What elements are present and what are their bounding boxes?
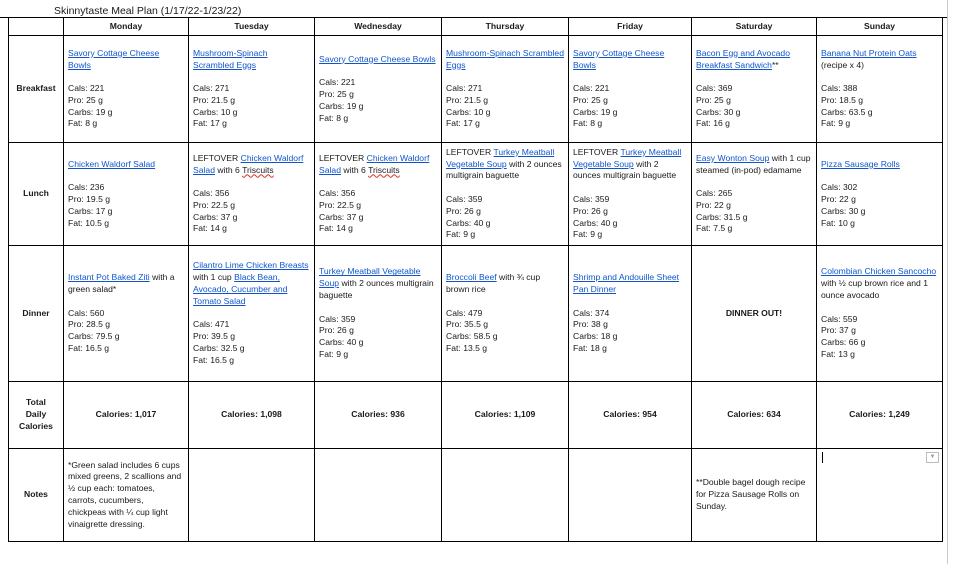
recipe-link[interactable]: Turkey Meatball Vegetable Soup bbox=[319, 266, 421, 289]
meal-side-text: with 1 cup bbox=[193, 272, 235, 283]
protein-line: Pro: 19.5 g bbox=[68, 194, 111, 204]
notes-cell-sunday[interactable] bbox=[817, 449, 943, 542]
fat-line: Fat: 16.5 g bbox=[193, 354, 235, 365]
protein-line: Pro: 26 g bbox=[319, 325, 354, 336]
recipe-link[interactable]: Savory Cottage Cheese Bowls bbox=[319, 53, 436, 64]
notes-cell-saturday[interactable]: **Double bagel dough recipe for Pizza Sausage Rolls on Sunday. bbox=[692, 449, 817, 542]
breakfast-cell-thursday[interactable] bbox=[442, 36, 569, 143]
leftover-prefix: LEFTOVER bbox=[573, 146, 621, 157]
calories-line: Cals: 359 bbox=[446, 194, 483, 204]
row-label-line: Calories bbox=[19, 420, 53, 431]
day-header-saturday[interactable]: Saturday bbox=[692, 18, 817, 36]
row-label-notes[interactable]: Notes bbox=[9, 449, 64, 542]
carbs-line: Carbs: 30 g bbox=[821, 205, 866, 216]
meal-title bbox=[319, 54, 437, 66]
protein-line: Pro: 26 g bbox=[446, 205, 481, 216]
fat-line: Fat: 9 g bbox=[319, 348, 349, 359]
calories-line: Cals: 271 bbox=[193, 83, 230, 94]
fat-line: Fat: 7.5 g bbox=[696, 223, 733, 234]
meal-title bbox=[319, 266, 437, 301]
protein-line: Pro: 22 g bbox=[821, 194, 856, 204]
carbs-line: Carbs: 40 g bbox=[319, 337, 364, 348]
breakfast-cell-tuesday[interactable] bbox=[189, 36, 315, 143]
fat-line: Fat: 13 g bbox=[821, 348, 855, 359]
calories-line: Cals: 265 bbox=[696, 188, 733, 199]
meal-side-text: with ¾ cup brown rice bbox=[446, 272, 541, 294]
lunch-cell-sunday[interactable] bbox=[817, 143, 943, 246]
calories-line: Cals: 236 bbox=[68, 182, 105, 193]
total-cell-saturday[interactable]: Calories: 634 bbox=[692, 382, 817, 449]
carbs-line: Carbs: 37 g bbox=[319, 211, 364, 222]
recipe-link[interactable]: Colombian Chicken Sancocho bbox=[821, 266, 937, 277]
carbs-line: Carbs: 40 g bbox=[446, 217, 491, 228]
meal-title bbox=[193, 48, 310, 72]
recipe-link[interactable]: Chicken Waldorf Salad bbox=[319, 152, 430, 175]
calories-line: Cals: 356 bbox=[319, 188, 356, 199]
protein-line: Pro: 26 g bbox=[573, 205, 608, 216]
calories-line: Cals: 471 bbox=[193, 319, 230, 330]
recipe-link[interactable]: Pizza Sausage Rolls bbox=[821, 158, 900, 169]
meal-note-marker: ** bbox=[771, 59, 779, 70]
leftover-prefix: LEFTOVER bbox=[193, 152, 241, 163]
carbs-line: Carbs: 10 g bbox=[193, 106, 238, 117]
recipe-link[interactable]: Shrimp and Andouille Sheet Pan Dinner bbox=[573, 272, 680, 294]
protein-line: Pro: 25 g bbox=[68, 94, 103, 105]
recipe-link[interactable]: Mushroom-Spinach Scrambled Eggs bbox=[193, 47, 268, 70]
calories-line: Cals: 374 bbox=[573, 307, 610, 318]
calories-line: Cals: 359 bbox=[319, 313, 356, 324]
carbs-line: Carbs: 58.5 g bbox=[446, 331, 498, 342]
meal-side-text: with 6 bbox=[214, 164, 243, 175]
breakfast-row bbox=[9, 36, 943, 143]
meal-side-text: with 2 ounces multigrain baguette bbox=[573, 158, 677, 181]
calories-line: Cals: 271 bbox=[446, 83, 483, 94]
recipe-link[interactable]: Banana Nut Protein Oats bbox=[821, 47, 917, 58]
lunch-cell-thursday[interactable] bbox=[442, 143, 569, 246]
row-label-total-daily-calories[interactable] bbox=[9, 382, 64, 449]
breakfast-cell-monday[interactable] bbox=[64, 36, 189, 143]
recipe-link[interactable]: Chicken Waldorf Salad bbox=[193, 152, 304, 175]
side-recipe-link[interactable]: Black Bean, Avocado, Cucumber and Tomato Salad bbox=[193, 272, 288, 306]
notes-cell-thursday[interactable] bbox=[442, 449, 569, 542]
meal-side-text: with 2 ounces multigrain baguette bbox=[319, 278, 434, 300]
text-cursor bbox=[822, 452, 823, 463]
recipe-link[interactable]: Chicken Waldorf Salad bbox=[68, 158, 156, 169]
breakfast-cell-friday[interactable] bbox=[569, 36, 692, 143]
dinner-cell-saturday[interactable]: DINNER OUT! bbox=[692, 246, 817, 382]
recipe-link[interactable]: Savory Cottage Cheese Bowls bbox=[68, 47, 160, 70]
protein-line: Pro: 25 g bbox=[696, 94, 731, 105]
protein-line: Pro: 25 g bbox=[319, 89, 354, 99]
meal-title bbox=[446, 272, 564, 296]
carbs-line: Carbs: 63.5 g bbox=[821, 106, 873, 117]
meal-side-text: with ½ cup brown rice and 1 ounce avocado bbox=[821, 278, 929, 300]
notes-cell-monday[interactable]: *Green salad includes 6 cups mixed greens, 2 scallions and ½ cup each: tomatoes, carrots, cucumbers, chickpeas with ¼ cup light vinaigrette dressing. bbox=[64, 449, 189, 542]
recipe-link[interactable]: Mushroom-Spinach Scrambled Eggs bbox=[446, 47, 564, 70]
meal-plan-table bbox=[8, 17, 943, 542]
fat-line: Fat: 18 g bbox=[573, 342, 607, 353]
meal-title bbox=[446, 48, 564, 72]
fat-line: Fat: 8 g bbox=[68, 118, 98, 129]
total-cell-thursday[interactable]: Calories: 1,109 bbox=[442, 382, 569, 449]
meal-side-text: with 2 ounces multigrain baguette bbox=[446, 158, 562, 181]
row-label-breakfast[interactable]: Breakfast bbox=[9, 36, 64, 143]
lunch-cell-monday[interactable] bbox=[64, 143, 189, 246]
fat-line: Fat: 9 g bbox=[821, 118, 851, 129]
day-header-tuesday[interactable]: Tuesday bbox=[189, 18, 315, 36]
meal-title bbox=[696, 48, 812, 72]
carbs-line: Carbs: 30 g bbox=[696, 106, 741, 117]
total-cell-monday[interactable]: Calories: 1,017 bbox=[64, 382, 189, 449]
carbs-line: Carbs: 37 g bbox=[193, 211, 238, 222]
recipe-link[interactable]: Turkey Meatball Vegetable Soup bbox=[446, 146, 555, 169]
misspelled-word: Triscuits bbox=[242, 164, 274, 175]
notes-cell-wednesday[interactable] bbox=[315, 449, 442, 542]
recipe-link[interactable]: Broccoli Beef bbox=[446, 272, 497, 283]
total-cell-sunday[interactable]: Calories: 1,249 bbox=[817, 382, 943, 449]
dinner-cell-wednesday[interactable] bbox=[315, 246, 442, 382]
protein-line: Pro: 22.5 g bbox=[319, 199, 362, 210]
fat-line: Fat: 17 g bbox=[193, 118, 227, 129]
protein-line: Pro: 22 g bbox=[696, 199, 731, 210]
total-cell-wednesday[interactable]: Calories: 936 bbox=[315, 382, 442, 449]
fat-line: Fat: 16.5 g bbox=[68, 342, 110, 353]
leftover-prefix: LEFTOVER bbox=[446, 146, 494, 157]
total-cell-tuesday[interactable]: Calories: 1,098 bbox=[189, 382, 315, 449]
total-cell-friday[interactable]: Calories: 954 bbox=[569, 382, 692, 449]
carbs-line: Carbs: 10 g bbox=[446, 106, 491, 117]
calories-line: Cals: 356 bbox=[193, 188, 230, 199]
notes-cell-friday[interactable] bbox=[569, 449, 692, 542]
carbs-line: Carbs: 32.5 g bbox=[193, 342, 245, 353]
lunch-cell-friday[interactable] bbox=[569, 143, 692, 246]
protein-line: Pro: 18.5 g bbox=[821, 94, 864, 105]
fat-line: Fat: 8 g bbox=[573, 118, 603, 129]
dinner-cell-monday[interactable] bbox=[64, 246, 189, 382]
misspelled-word: Triscuits bbox=[368, 164, 400, 175]
fat-line: Fat: 9 g bbox=[573, 229, 603, 240]
meal-title bbox=[573, 272, 687, 296]
fat-line: Fat: 13.5 g bbox=[446, 342, 488, 353]
dinner-cell-thursday[interactable] bbox=[442, 246, 569, 382]
row-label-line: Daily bbox=[25, 409, 47, 420]
recipe-link[interactable]: Bacon Egg and Avocado Breakfast Sandwich bbox=[696, 47, 790, 70]
recipe-link[interactable]: Turkey Meatball Vegetable Soup bbox=[573, 146, 682, 169]
meal-title bbox=[821, 266, 938, 301]
calories-line: Cals: 302 bbox=[821, 182, 858, 193]
dinner-cell-tuesday[interactable] bbox=[189, 246, 315, 382]
protein-line: Pro: 37 g bbox=[821, 325, 856, 336]
meal-title bbox=[696, 153, 812, 177]
calories-line: Cals: 221 bbox=[68, 83, 105, 94]
protein-line: Pro: 28.5 g bbox=[68, 319, 111, 330]
breakfast-cell-sunday[interactable] bbox=[817, 36, 943, 143]
meal-title bbox=[446, 147, 564, 182]
carbs-line: Carbs: 40 g bbox=[573, 217, 618, 228]
recipe-link[interactable]: Instant Pot Baked Ziti bbox=[68, 272, 150, 283]
recipe-link[interactable]: Savory Cottage Cheese Bowls bbox=[573, 47, 665, 70]
header-corner-cell[interactable] bbox=[9, 18, 64, 36]
day-header-thursday[interactable]: Thursday bbox=[442, 18, 569, 36]
protein-line: Pro: 38 g bbox=[573, 319, 608, 330]
calories-line: Cals: 369 bbox=[696, 83, 733, 94]
protein-line: Pro: 22.5 g bbox=[193, 199, 236, 210]
fat-line: Fat: 10.5 g bbox=[68, 217, 110, 228]
dinner-row bbox=[9, 246, 943, 382]
fat-line: Fat: 9 g bbox=[446, 229, 476, 240]
calories-line: Cals: 221 bbox=[573, 83, 610, 94]
breakfast-cell-wednesday[interactable] bbox=[315, 36, 442, 143]
recipe-link[interactable]: Cilantro Lime Chicken Breasts bbox=[193, 260, 309, 271]
row-label-lunch[interactable]: Lunch bbox=[9, 143, 64, 246]
header-row bbox=[9, 18, 943, 36]
fat-line: Fat: 10 g bbox=[821, 217, 855, 228]
meal-title bbox=[68, 48, 184, 72]
carbs-line: Carbs: 66 g bbox=[821, 337, 866, 348]
document-title[interactable]: Skinnytaste Meal Plan (1/17/22-1/23/22) bbox=[54, 5, 242, 17]
carbs-line: Carbs: 19 g bbox=[319, 100, 364, 111]
carbs-line: Carbs: 19 g bbox=[573, 106, 618, 117]
fat-line: Fat: 16 g bbox=[696, 118, 730, 129]
row-label-line: Total bbox=[26, 397, 46, 408]
lunch-cell-saturday[interactable] bbox=[692, 143, 817, 246]
carbs-line: Carbs: 18 g bbox=[573, 331, 618, 342]
meal-title bbox=[821, 159, 938, 171]
carbs-line: Carbs: 17 g bbox=[68, 205, 113, 216]
leftover-prefix: LEFTOVER bbox=[319, 152, 367, 163]
day-header-friday[interactable]: Friday bbox=[569, 18, 692, 36]
meal-title bbox=[68, 159, 184, 171]
protein-line: Pro: 21.5 g bbox=[193, 94, 236, 105]
lunch-row bbox=[9, 143, 943, 246]
calories-line: Cals: 559 bbox=[821, 313, 858, 324]
fat-line: Fat: 14 g bbox=[193, 223, 227, 234]
protein-line: Pro: 25 g bbox=[573, 94, 608, 105]
meal-title bbox=[573, 147, 687, 182]
calories-line: Cals: 560 bbox=[68, 307, 105, 318]
meal-title bbox=[68, 272, 184, 296]
notes-cell-tuesday[interactable] bbox=[189, 449, 315, 542]
meal-side-text: with 6 bbox=[340, 164, 369, 175]
calories-line: Cals: 479 bbox=[446, 307, 483, 318]
lunch-cell-tuesday[interactable] bbox=[189, 143, 315, 246]
page-edge bbox=[947, 0, 948, 564]
dinner-cell-friday[interactable] bbox=[569, 246, 692, 382]
row-label-dinner[interactable]: Dinner bbox=[9, 246, 64, 382]
meal-title bbox=[573, 48, 687, 72]
fat-line: Fat: 14 g bbox=[319, 223, 353, 234]
meal-title bbox=[821, 48, 938, 60]
calories-line: Cals: 359 bbox=[573, 194, 610, 204]
cell-dropdown-button[interactable]: ▼ bbox=[926, 452, 939, 463]
day-header-sunday[interactable]: Sunday bbox=[817, 18, 943, 36]
calories-line: Cals: 388 bbox=[821, 83, 858, 94]
fat-line: Fat: 17 g bbox=[446, 118, 480, 129]
lunch-cell-wednesday[interactable] bbox=[315, 143, 442, 246]
day-header-monday[interactable]: Monday bbox=[64, 18, 189, 36]
protein-line: Pro: 35.5 g bbox=[446, 319, 489, 330]
meal-side-text: with 1 cup steamed (in-pod) edamame bbox=[696, 152, 811, 175]
meal-title bbox=[319, 153, 437, 177]
dinner-cell-sunday[interactable] bbox=[817, 246, 943, 382]
recipe-link[interactable]: Easy Wonton Soup bbox=[696, 152, 770, 163]
carbs-line: Carbs: 31.5 g bbox=[696, 211, 748, 222]
protein-line: Pro: 39.5 g bbox=[193, 331, 236, 342]
calories-line: Cals: 221 bbox=[319, 77, 356, 88]
meal-subtitle: (recipe x 4) bbox=[821, 59, 864, 70]
totals-row bbox=[9, 382, 943, 449]
breakfast-cell-saturday[interactable] bbox=[692, 36, 817, 143]
notes-row bbox=[9, 449, 943, 542]
meal-side-text: with a green salad* bbox=[68, 272, 175, 294]
day-header-wednesday[interactable]: Wednesday bbox=[315, 18, 442, 36]
meal-title bbox=[193, 260, 310, 307]
carbs-line: Carbs: 79.5 g bbox=[68, 331, 120, 342]
fat-line: Fat: 8 g bbox=[319, 112, 349, 123]
protein-line: Pro: 21.5 g bbox=[446, 94, 489, 105]
meal-title bbox=[193, 153, 310, 177]
carbs-line: Carbs: 19 g bbox=[68, 106, 113, 117]
